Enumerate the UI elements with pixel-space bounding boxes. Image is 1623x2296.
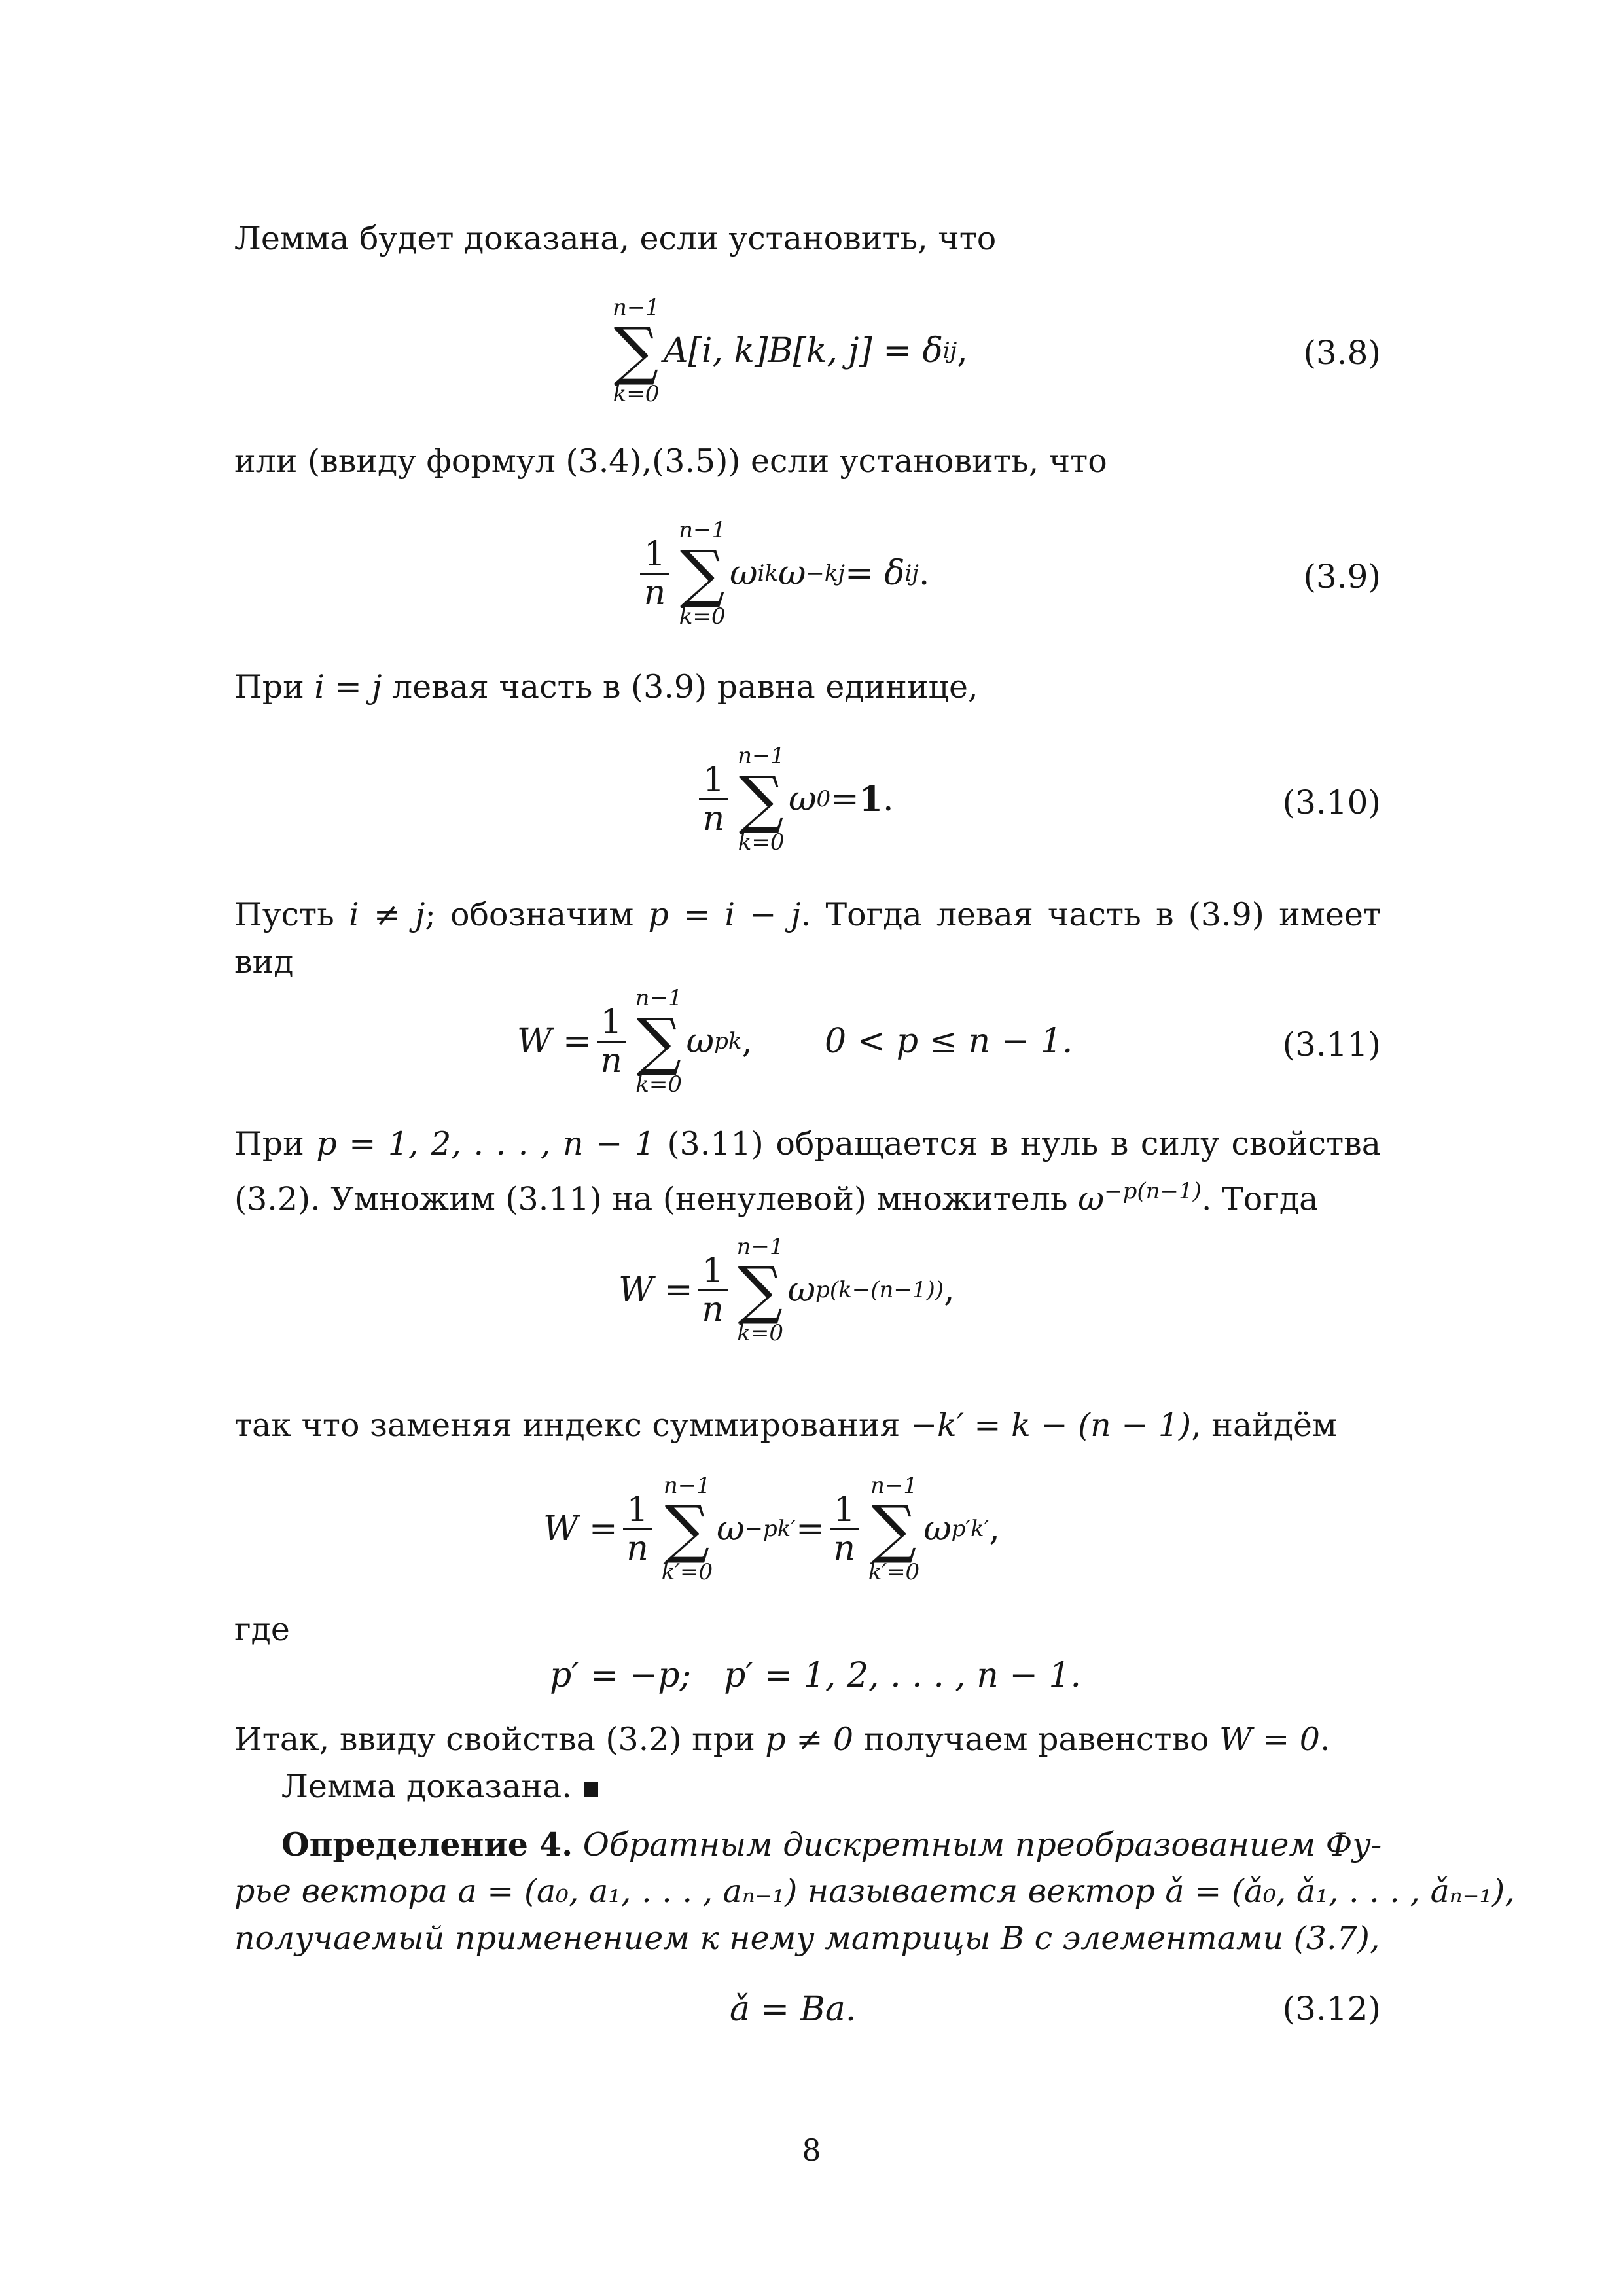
equation-p-prime (0, 1656, 1623, 1695)
numerator: 1 (830, 1492, 859, 1530)
equation-body (550, 1656, 1081, 1695)
fraction (597, 1004, 626, 1079)
sum-operator (679, 517, 726, 630)
fraction (698, 1253, 728, 1328)
inline-math: p ≠ 0 (765, 1721, 854, 1758)
sum-lower-limit: k′=0 (868, 1559, 920, 1585)
sigma-symbol: ∑ (738, 1253, 783, 1327)
fraction (830, 1492, 859, 1567)
sum-operator (662, 1473, 713, 1585)
equation-text: W = (517, 1022, 592, 1061)
definition-text: Обратным дискретным преобразованием Фу- (573, 1826, 1382, 1863)
equation-body (635, 517, 929, 630)
sum-lower-limit: k=0 (738, 829, 785, 855)
paragraph-text: или (ввиду формул (3.4),(3.5)) если установить, что (234, 442, 1107, 480)
paragraph-text: . Тогда левая часть в (3.9) имеет (800, 896, 1381, 933)
qed-square-icon (584, 1782, 598, 1797)
exponent: p(k−(n−1)) (815, 1277, 944, 1303)
paragraph-text: При (234, 1125, 317, 1162)
denominator: n (643, 573, 666, 613)
sum-operator (737, 1234, 784, 1346)
text-line (234, 1919, 1381, 1958)
equation-text: = (830, 780, 859, 819)
paragraph-text: где (234, 1611, 290, 1648)
text-line (234, 1124, 1381, 1164)
equation-punct: , (944, 1270, 955, 1310)
sum-lower-limit: k=0 (679, 603, 726, 630)
paragraph-text: (3.11) обращается в нуль в силу свойства (654, 1125, 1381, 1162)
paragraph-text: . (1319, 1721, 1330, 1758)
equation-3-9 (0, 517, 1623, 630)
inline-math: −k′ = k − (n − 1) (910, 1407, 1192, 1444)
sum-operator (613, 295, 660, 407)
paragraph-text: . Тогда (1201, 1180, 1319, 1218)
equation-number: (3.11) (1282, 1026, 1381, 1064)
inline-math: W = 0 (1219, 1721, 1320, 1758)
definition-title: Определение 4. (281, 1825, 573, 1863)
sum-lower-limit: k′=0 (661, 1559, 713, 1585)
sigma-symbol: ∑ (871, 1492, 917, 1566)
omega: ω (923, 1509, 952, 1549)
equation-body (517, 985, 1073, 1098)
text-line (234, 1720, 1381, 1759)
text-line (234, 1610, 1381, 1649)
equation-punct: , (957, 331, 968, 370)
numerator: 1 (698, 1253, 728, 1291)
equation-text: ǎ = Ba. (730, 1990, 857, 2029)
equation-w-shift (0, 1234, 1623, 1346)
equation-body (609, 295, 968, 407)
sum-upper-limit: n−1 (679, 517, 726, 543)
sum-upper-limit: n−1 (635, 985, 683, 1011)
equation-text: W = (618, 1270, 693, 1310)
equation-punct: . (918, 554, 930, 593)
equation-body (730, 1990, 856, 2029)
omega: ω (717, 1509, 745, 1549)
equation-number: (3.10) (1282, 783, 1381, 821)
equation-body (543, 1473, 1000, 1585)
equation-body (618, 1234, 955, 1346)
sigma-symbol: ∑ (664, 1492, 710, 1566)
page-number: 8 (802, 2132, 821, 2168)
denominator: n (702, 798, 725, 838)
equation-w-substituted (0, 1473, 1623, 1585)
fraction (699, 762, 728, 837)
inline-math: i ≠ j (349, 896, 425, 933)
equation-punct: , (741, 1022, 753, 1061)
omega: ω (1078, 1180, 1105, 1218)
equation-3-11 (0, 985, 1623, 1098)
equation-text: W = (543, 1509, 618, 1549)
equation-number: (3.8) (1303, 334, 1381, 372)
exponent: ik (757, 560, 779, 586)
inline-math: p = i − j (648, 896, 801, 933)
text-line (281, 1767, 1381, 1806)
sum-lower-limit: k=0 (737, 1320, 784, 1346)
inline-math: p = 1, 2, . . . , n − 1 (316, 1125, 655, 1162)
sum-upper-limit: n−1 (736, 1234, 784, 1260)
equation-text: = (796, 1509, 825, 1549)
text-line (234, 668, 1381, 707)
sum-upper-limit: n−1 (613, 295, 660, 321)
equation-punct: , (989, 1509, 1000, 1549)
equation-3-8 (0, 295, 1623, 407)
denominator: n (600, 1041, 622, 1081)
sigma-symbol: ∑ (738, 762, 784, 836)
subscript: ij (904, 560, 919, 586)
paragraph-text: так что заменяя индекс суммирования (234, 1407, 910, 1444)
bold-one: 1 (859, 779, 883, 819)
equation-punct: . (882, 780, 894, 819)
sigma-symbol: ∑ (613, 314, 659, 387)
omega: ω (778, 554, 806, 593)
paragraph-text: Пусть (234, 896, 349, 933)
sum-upper-limit: n−1 (738, 743, 785, 769)
numerator: 1 (597, 1004, 626, 1043)
omega: ω (789, 780, 817, 819)
text-line (234, 1172, 1381, 1219)
sum-operator (635, 985, 683, 1098)
equation-number: (3.9) (1303, 558, 1381, 596)
fraction (640, 536, 669, 611)
equation-text: p′ = −p; (550, 1656, 692, 1695)
sum-upper-limit: n−1 (870, 1473, 918, 1499)
equation-text: p′ = 1, 2, . . . , n − 1. (724, 1656, 1082, 1695)
exponent: pk (714, 1028, 742, 1054)
definition-text: получаемый применением к нему матрицы B с элементами (3.7), (234, 1920, 1380, 1957)
exponent: −kj (806, 560, 846, 586)
subscript: ij (942, 338, 957, 364)
paragraph-text: получаем равенство (853, 1721, 1220, 1758)
equation-3-12 (0, 1990, 1623, 2029)
paragraph-text: (3.2). Умножим (3.11) на (ненулевой) множитель (234, 1180, 1079, 1218)
paragraph-text: ; обозначим (425, 896, 649, 933)
paragraph-text: При (234, 668, 315, 706)
equation-condition: 0 < p ≤ n − 1. (824, 1022, 1073, 1061)
definition-text: рье вектора a = (a₀, a₁, . . . , aₙ₋₁) называется вектор ǎ = (ǎ₀, ǎ₁, . . . , ǎₙ₋₁), (234, 1873, 1515, 1910)
paragraph-text: Лемма доказана. (281, 1768, 572, 1805)
text-line (234, 1406, 1381, 1445)
sigma-symbol: ∑ (679, 537, 725, 610)
paragraph-text: левая часть в (3.9) равна единице, (382, 668, 978, 706)
denominator: n (702, 1289, 724, 1329)
text-line (234, 895, 1381, 935)
numerator: 1 (640, 536, 669, 575)
equation-text: = δ (845, 554, 905, 593)
sigma-symbol: ∑ (636, 1005, 681, 1078)
paragraph-text: , найдём (1191, 1407, 1338, 1444)
sum-operator (738, 743, 785, 855)
inline-math: i = j (314, 668, 382, 706)
sum-lower-limit: k=0 (635, 1071, 683, 1098)
fraction (623, 1492, 652, 1567)
equation-text: A[i, k]B[k, j] = δ (664, 331, 943, 370)
text-line (281, 1825, 1381, 1865)
numerator: 1 (623, 1492, 652, 1530)
sum-lower-limit: k=0 (613, 381, 660, 407)
equation-3-10 (0, 743, 1623, 855)
exponent: −pk′ (744, 1516, 796, 1542)
sum-operator (868, 1473, 919, 1585)
paragraph-text: Лемма будет доказана, если установить, что (234, 220, 997, 257)
denominator: n (833, 1528, 855, 1568)
text-line (234, 442, 1381, 481)
text-line (234, 942, 1381, 982)
text-line (234, 1872, 1515, 1911)
text-line (234, 219, 1381, 259)
denominator: n (626, 1528, 649, 1568)
equation-body (694, 743, 893, 855)
paragraph-text: вид (234, 943, 294, 980)
omega: ω (787, 1270, 816, 1310)
paragraph-text: Итак, ввиду свойства (3.2) при (234, 1721, 766, 1758)
exponent: p′k′ (951, 1516, 990, 1542)
equation-number: (3.12) (1282, 1990, 1381, 2028)
exponent: 0 (816, 786, 831, 812)
exponent: −p(n−1) (1104, 1178, 1202, 1204)
numerator: 1 (699, 762, 728, 800)
omega: ω (686, 1022, 715, 1061)
sum-upper-limit: n−1 (663, 1473, 711, 1499)
omega: ω (730, 554, 758, 593)
